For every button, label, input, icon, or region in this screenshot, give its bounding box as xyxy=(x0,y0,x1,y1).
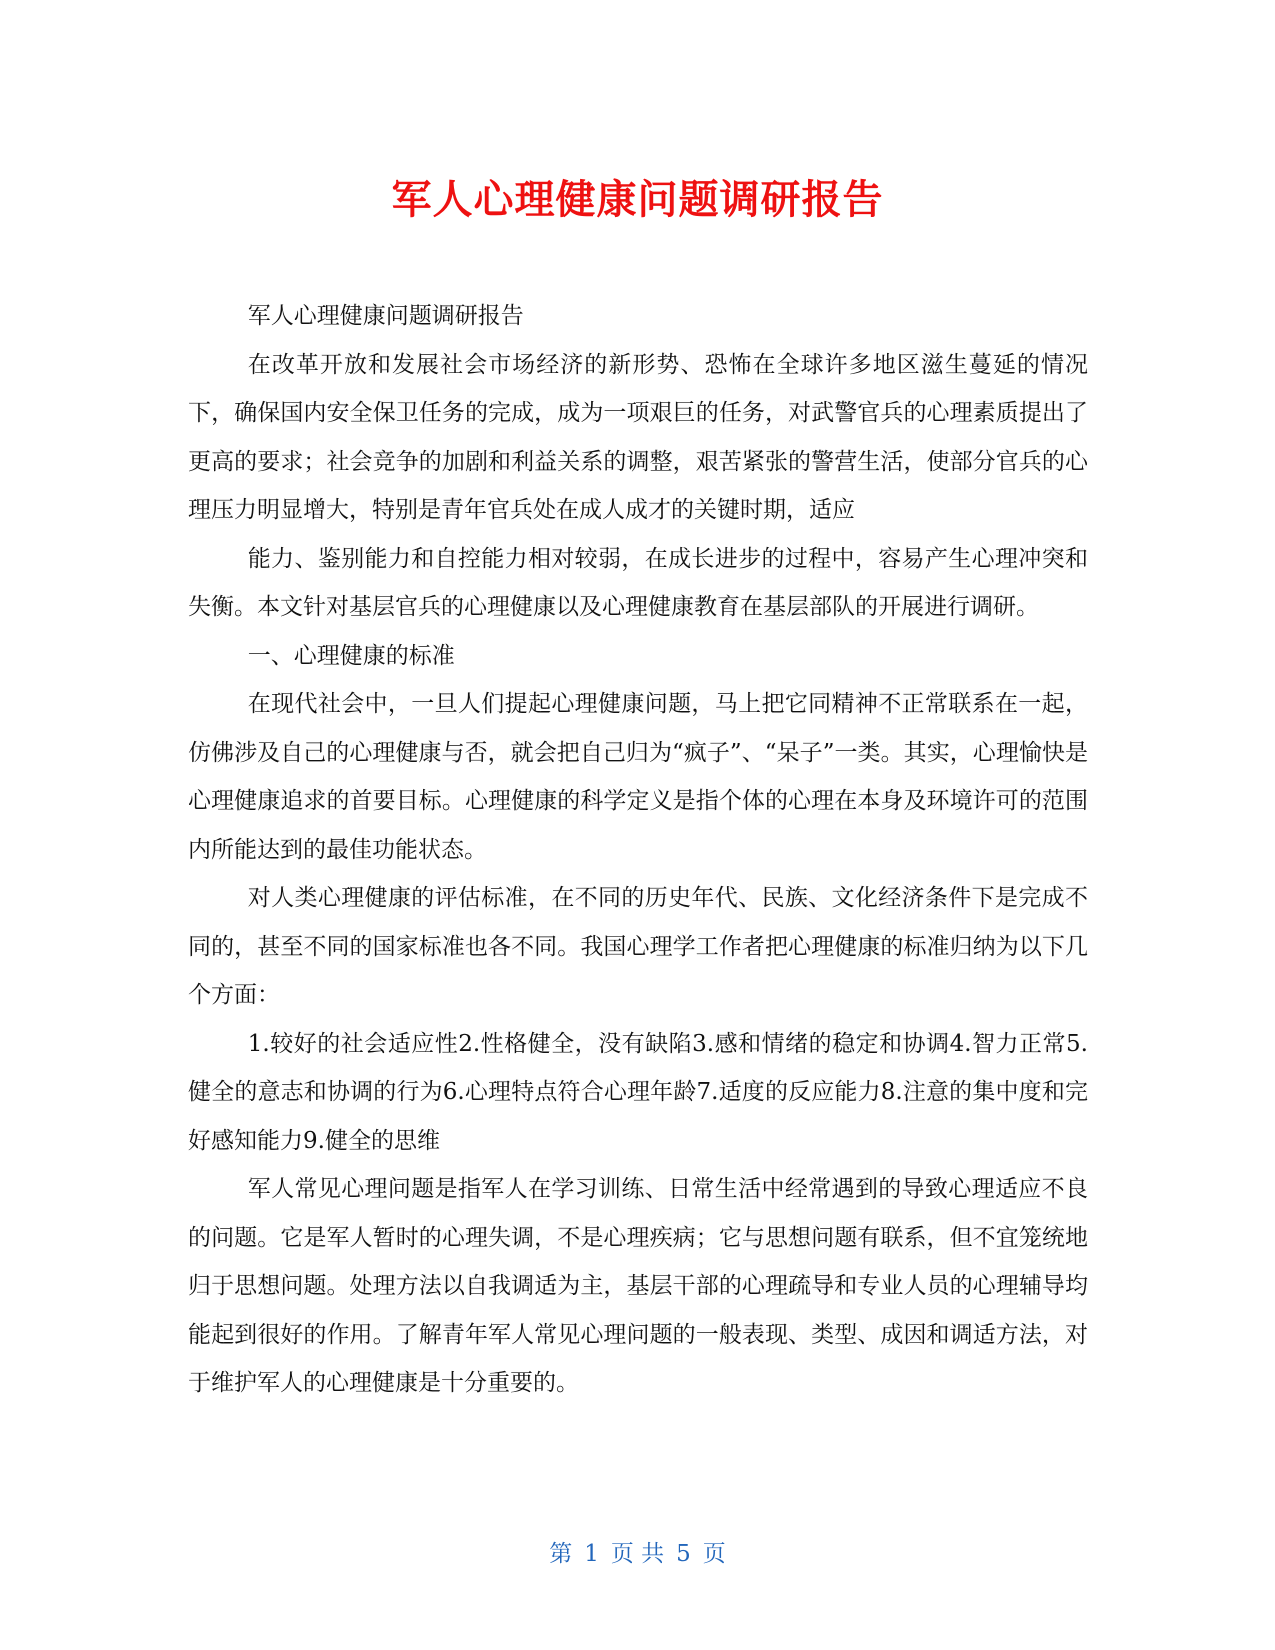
footer-total-pages: 5 xyxy=(676,1541,691,1567)
standards-list: 1.较好的社会适应性2.性格健全，没有缺陷3.感和情绪的稳定和协调4.智力正常5.健全的意志和协调的行为6.心理特点符合心理年龄7.适度的反应能力8.注意的集中度和完好感知能力9.健全的思维 xyxy=(188,1030,1088,1154)
footer-prefix: 第 xyxy=(549,1541,573,1567)
body-paragraph: 军人心理健康问题调研报告 xyxy=(247,303,524,329)
body-paragraph: 能力、鉴别能力和自控能力相对较弱，在成长进步的过程中，容易产生心理冲突和失衡。本文针对基层官兵的心理健康以及心理健康教育在基层部队的开展进行调研。 xyxy=(188,545,1088,620)
body-paragraph: 对人类心理健康的评估标准，在不同的历史年代、民族、文化经济条件下是完成不同的，甚至不同的国家标准也各不同。我国心理学工作者把心理健康的标准归纳为以下几个方面： xyxy=(188,885,1088,1008)
document-title: 军人心理健康问题调研报告 xyxy=(391,177,884,223)
footer-middle: 页 共 xyxy=(610,1541,665,1567)
section-heading: 一、心理健康的标准 xyxy=(247,642,455,669)
body-paragraph: 在改革开放和发展社会市场经济的新形势、恐怖在全球许多地区滋生蔓延的情况下，确保国内安全保卫任务的完成，成为一项艰巨的任务，对武警官兵的心理素质提出了更高的要求；社会竞争的加剧和利益关系的调整，艰苦紧张的警营生活，使部分官兵的心理压力明显增大，特别是青年官兵处在成人成才的关键时期，适应 xyxy=(188,351,1088,523)
body-paragraph: 军人常见心理问题是指军人在学习训练、日常生活中经常遇到的导致心理适应不良的问题。它是军人暂时的心理失调，不是心理疾病；它与思想问题有联系，但不宜笼统地归于思想问题。处理方法以自我调适为主，基层干部的心理疏导和专业人员的心理辅导均能起到很好的作用。了解青年军人常见心理问题的一般表现、类型、成因和调适方法，对于维护军人的心理健康是十分重要的。 xyxy=(188,1176,1088,1396)
footer-suffix: 页 xyxy=(702,1541,726,1567)
footer-page-number: 1 xyxy=(584,1541,599,1567)
document-body xyxy=(188,292,1088,1408)
body-paragraph: 在现代社会中，一旦人们提起心理健康问题，马上把它同精神不正常联系在一起，仿佛涉及自己的心理健康与否，就会把自己归为“疯子”、“呆子”一类。其实，心理愉快是心理健康追求的首要目标。心理健康的科学定义是指个体的心理在本身及环境许可的范围内所能达到的最佳功能状态。 xyxy=(188,691,1088,863)
page-footer xyxy=(0,1535,1275,1568)
